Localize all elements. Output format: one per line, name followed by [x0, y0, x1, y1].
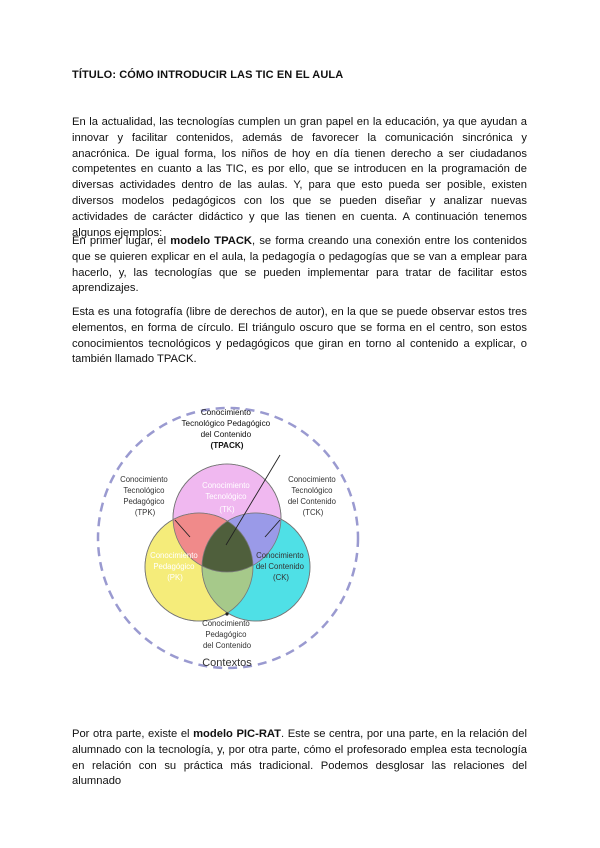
contexts-label: Contextos	[202, 657, 252, 669]
pck-label: Conocimiento Pedagógico del Contenido	[202, 619, 252, 650]
picrat-model-term: modelo PIC-RAT	[193, 728, 282, 740]
paragraph-photo-description: Esta es una fotografía (libre de derechos de autor), en la que se puede observar estos tres elementos, en forma de círculo. El triángulo oscuro que se forma en el centro, son estos conocimientos tecnológicos y pedagógicos que giran en torno al contenido a explicar, o también llamado TPACK.	[72, 306, 527, 366]
paragraph-picrat	[72, 727, 527, 790]
paragraph-picrat-text-start: Por otra parte, existe el	[72, 728, 194, 740]
paragraph-tpack-text-start: En primer lugar, el	[72, 235, 171, 247]
paragraph-tpack-text-end: , se forma creando una conexión entre los contenidos que se quieren explicar en el aula, la pedagogía o pedagogías que se van a emplear para hacerlo, y, las tecnologías que se pueden implementar para tratar de facilitar estos aprendizajes.	[72, 235, 527, 295]
tpack-label: Conocimiento Tecnológico Pedagógico del Contenido (TPACK)	[181, 408, 271, 450]
paragraph-picrat-text-end: . Este se centra, por una parte, en la relación del alumnado con la tecnología, y, por otra parte, cómo el profesorado emplea esta tecnología en relación con su práctica más tradicional. Podemos desglosar las relaciones del alumnado	[72, 728, 527, 788]
tpk-label: Conocimiento Tecnológico Pedagógico (TPK)	[120, 475, 168, 517]
ck-label: Conocimiento del Contenido (CK)	[255, 551, 304, 582]
tpack-model-term: modelo TPACK	[170, 235, 252, 247]
pk-label: Conocimiento Pedagógico (PK)	[150, 551, 198, 582]
paragraph-tpack	[72, 234, 527, 297]
paragraph-intro: En la actualidad, las tecnologías cumplen un gran papel en la educación, ya que ayudan a innovar y facilitar contenidos, además de favorecer la comunicación sincrónica y anacrónica. De igual forma, los niños de hoy en día tienen derecho a ser ciudadanos competentes en cuanto a las TIC, es por ello, que se introducen en la programación de diversas actividades dentro de las aulas. Y, para que esto pueda ser posible, existen diversos modelos pedagógicos con los que se pueden diseñar y analizar nuevas actividades de carácter didáctico y que las tienen en cuenta. A continuación tenemos algunos ejemplos:	[72, 116, 527, 239]
tck-label: Conocimiento Tecnológico del Contenido (TCK)	[287, 475, 336, 517]
tk-label: Conocimiento Tecnológico (TK)	[202, 481, 250, 514]
document-title: TÍTULO: CÓMO INTRODUCIR LAS TIC EN EL AULA	[72, 69, 344, 81]
pck-pointer-dot	[225, 612, 228, 615]
tpack-venn-diagram	[95, 400, 505, 680]
